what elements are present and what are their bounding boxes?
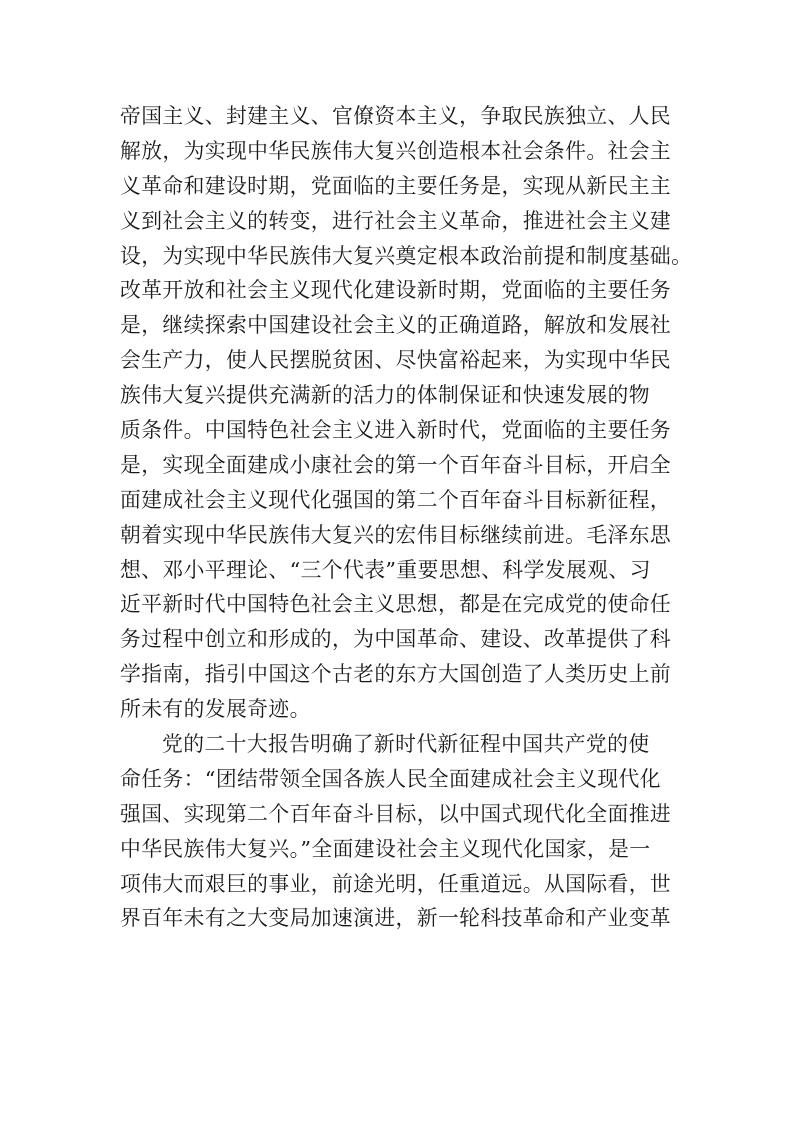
text-line: 学指南，指引中国这个古老的东方大国创造了人类历史上前 (120, 662, 672, 687)
text-line: 朝着实现中华民族伟大复兴的宏伟目标继续前进。毛泽东思 (120, 522, 672, 547)
text-line: 所未有的发展奇迹。 (120, 697, 311, 722)
paragraph-2 (120, 727, 686, 936)
text-line: 界百年未有之大变局加速演进，新一轮科技革命和产业变革 (120, 906, 672, 931)
text-line: 面建成社会主义现代化强国的第二个百年奋斗目标新征程， (120, 487, 672, 512)
text-line: 义到社会主义的转变，进行社会主义革命，推进社会主义建 (120, 208, 672, 233)
text-line: 命任务：“团结带领全国各族人民全面建成社会主义现代化 (120, 766, 661, 791)
text-line: 想、邓小平理论、“三个代表”重要思想、科学发展观、习 (120, 557, 651, 582)
text-line: 义革命和建设时期，党面临的主要任务是，实现从新民主主 (120, 173, 672, 198)
text-line: 近平新时代中国特色社会主义思想，都是在完成党的使命任 (120, 592, 672, 617)
text-line: 党的二十大报告明确了新时代新征程中国共产党的使 (162, 732, 650, 757)
text-line: 质条件。中国特色社会主义进入新时代，党面临的主要任务 (120, 418, 672, 443)
text-line: 会生产力，使人民摆脱贫困、尽快富裕起来，为实现中华民 (120, 348, 672, 373)
text-line: 是，实现全面建成小康社会的第一个百年奋斗目标，开启全 (120, 452, 672, 477)
paragraph-1 (120, 99, 693, 727)
text-line: 解放，为实现中华民族伟大复兴创造根本社会条件。社会主 (120, 138, 672, 163)
body-text (120, 99, 693, 936)
text-line: 改革开放和社会主义现代化建设新时期，党面临的主要任务 (120, 278, 672, 303)
text-line: 项伟大而艰巨的事业，前途光明，任重道远。从国际看，世 (120, 871, 672, 896)
text-line: 务过程中创立和形成的，为中国革命、建设、改革提供了科 (120, 627, 672, 652)
text-line: 强国、实现第二个百年奋斗目标，以中国式现代化全面推进 (120, 801, 672, 826)
text-line: 中华民族伟大复兴。”全面建设社会主义现代化国家，是一 (120, 836, 651, 861)
text-line: 是，继续探索中国建设社会主义的正确道路，解放和发展社 (120, 313, 672, 338)
text-line: 设，为实现中华民族伟大复兴奠定根本政治前提和制度基础。 (120, 243, 693, 268)
text-line: 帝国主义、封建主义、官僚资本主义，争取民族独立、人民 (120, 104, 672, 128)
text-line: 族伟大复兴提供充满新的活力的体制保证和快速发展的物 (120, 383, 650, 408)
